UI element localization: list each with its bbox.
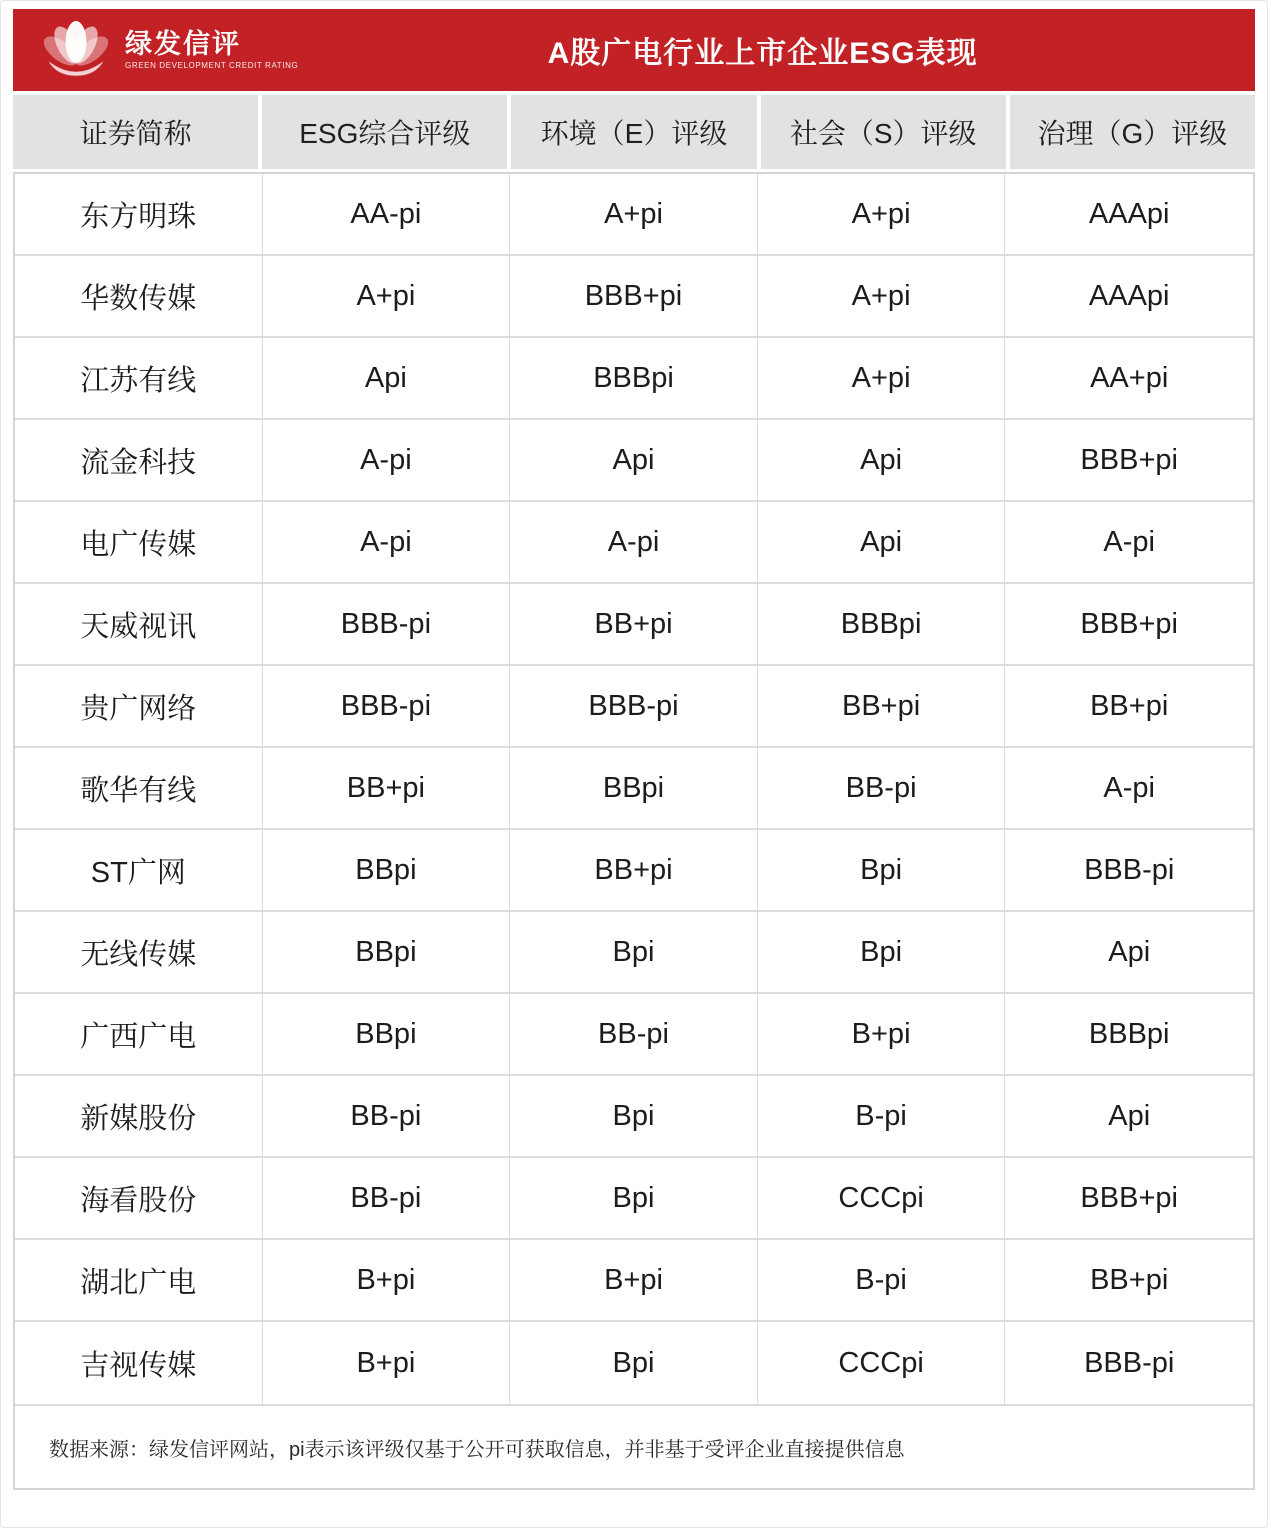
column-header-social: 社会（S）评级 xyxy=(761,95,1006,169)
company-name-cell: 流金科技 xyxy=(15,420,263,500)
environment-rating-cell: Api xyxy=(510,420,758,500)
governance-rating-cell: BBB+pi xyxy=(1080,443,1178,476)
environment-rating-cell: BB+pi xyxy=(510,830,758,910)
column-header-esg: ESG综合评级 xyxy=(262,95,507,169)
governance-rating-cell: BBB-pi xyxy=(1084,1346,1175,1379)
governance-rating-cell: BB+pi xyxy=(1090,689,1169,722)
social-rating-cell: A+pi xyxy=(758,338,1006,418)
social-rating-cell: A+pi xyxy=(758,174,1006,254)
esg-rating-cell: BB+pi xyxy=(263,748,511,828)
social-rating-cell: BBBpi xyxy=(758,584,1006,664)
company-name-cell: 贵广网络 xyxy=(15,666,263,746)
company-name-cell: 新媒股份 xyxy=(15,1076,263,1156)
company-name-cell: 吉视传媒 xyxy=(15,1322,263,1404)
company-name-cell: 华数传媒 xyxy=(15,256,263,336)
company-name-cell: 天威视讯 xyxy=(15,584,263,664)
esg-rating-cell: BBpi xyxy=(263,830,511,910)
title-banner xyxy=(13,9,1255,91)
environment-rating-cell: A+pi xyxy=(510,174,758,254)
column-header-environment: 环境（E）评级 xyxy=(511,95,756,169)
governance-rating-cell: AA+pi xyxy=(1090,361,1169,394)
social-rating-cell: Api xyxy=(758,420,1006,500)
social-rating-cell: Bpi xyxy=(758,830,1006,910)
environment-rating-cell: BBB+pi xyxy=(510,256,758,336)
environment-rating-cell: B+pi xyxy=(510,1240,758,1320)
table-outer xyxy=(13,172,1255,1490)
brand-text xyxy=(125,30,298,70)
governance-rating-cell: BBB-pi xyxy=(1084,853,1175,886)
governance-rating-cell: AAApi xyxy=(1088,279,1170,312)
governance-rating-cell: BB+pi xyxy=(1090,1263,1169,1296)
table-row xyxy=(15,830,1253,912)
brand-name: 绿发信评 xyxy=(125,28,241,59)
social-rating-cell: BB-pi xyxy=(758,748,1006,828)
esg-rating-cell: B+pi xyxy=(263,1240,511,1320)
brand-subtitle: GREEN DEVELOPMENT CREDIT RATING xyxy=(125,61,299,71)
esg-rating-cell: BB-pi xyxy=(263,1158,511,1238)
table-row xyxy=(15,420,1253,502)
table-row xyxy=(15,174,1253,256)
esg-rating-cell: A-pi xyxy=(263,502,511,582)
table-row xyxy=(15,584,1253,666)
esg-rating-cell: BBpi xyxy=(263,912,511,992)
esg-rating-cell: BBB-pi xyxy=(263,666,511,746)
table-row xyxy=(15,994,1253,1076)
environment-rating-cell: Bpi xyxy=(510,1322,758,1404)
esg-rating-cell: A+pi xyxy=(263,256,511,336)
social-rating-cell: A+pi xyxy=(758,256,1006,336)
company-name-cell: 东方明珠 xyxy=(15,174,263,254)
column-header-governance: 治理（G）评级 xyxy=(1010,95,1255,169)
column-header-security: 证券简称 xyxy=(13,95,258,169)
esg-rating-cell: Api xyxy=(263,338,511,418)
governance-rating-cell: BBBpi xyxy=(1088,1017,1170,1050)
esg-rating-cell: BBB-pi xyxy=(263,584,511,664)
environment-rating-cell: BB-pi xyxy=(510,994,758,1074)
table-row xyxy=(15,748,1253,830)
table-row xyxy=(15,1322,1253,1404)
environment-rating-cell: Bpi xyxy=(510,1158,758,1238)
page-title: A股广电行业上市企业ESG表现 xyxy=(547,37,978,70)
environment-rating-cell: Bpi xyxy=(510,1076,758,1156)
esg-rating-cell: BBpi xyxy=(263,994,511,1074)
environment-rating-cell: Bpi xyxy=(510,912,758,992)
esg-rating-cell: B+pi xyxy=(263,1322,511,1404)
table-row xyxy=(15,502,1253,584)
governance-rating-cell: AAApi xyxy=(1088,197,1170,230)
governance-rating-cell: BBB+pi xyxy=(1080,607,1178,640)
governance-rating-cell: Api xyxy=(1108,1099,1151,1132)
social-rating-cell: CCCpi xyxy=(758,1322,1006,1404)
governance-rating-cell: A-pi xyxy=(1103,771,1155,804)
social-rating-cell: B+pi xyxy=(758,994,1006,1074)
governance-rating-cell: A-pi xyxy=(1103,525,1155,558)
lotus-icon xyxy=(35,21,117,79)
table-header-row xyxy=(13,95,1255,169)
table-row xyxy=(15,666,1253,748)
social-rating-cell: Bpi xyxy=(758,912,1006,992)
table-row xyxy=(15,912,1253,994)
company-name-cell: 海看股份 xyxy=(15,1158,263,1238)
esg-rating-cell: AA-pi xyxy=(263,174,511,254)
brand-logo xyxy=(35,21,298,79)
governance-rating-cell: BBB+pi xyxy=(1080,1181,1178,1214)
environment-rating-cell: A-pi xyxy=(510,502,758,582)
social-rating-cell: BB+pi xyxy=(758,666,1006,746)
esg-rating-cell: BB-pi xyxy=(263,1076,511,1156)
social-rating-cell: B-pi xyxy=(758,1240,1006,1320)
table-row xyxy=(15,1158,1253,1240)
company-name-cell: 电广传媒 xyxy=(15,502,263,582)
environment-rating-cell: BBBpi xyxy=(510,338,758,418)
social-rating-cell: Api xyxy=(758,502,1006,582)
table-row xyxy=(15,1076,1253,1158)
environment-rating-cell: BBpi xyxy=(510,748,758,828)
company-name-cell: 无线传媒 xyxy=(15,912,263,992)
company-name-cell: 歌华有线 xyxy=(15,748,263,828)
table-row xyxy=(15,338,1253,420)
table-row xyxy=(15,1240,1253,1322)
source-note: 数据来源：绿发信评网站，pi表示该评级仅基于公开可获取信息，并非基于受评企业直接提供信息 xyxy=(15,1404,1253,1488)
esg-rating-cell: A-pi xyxy=(263,420,511,500)
table-body xyxy=(15,174,1253,1404)
company-name-cell: 广西广电 xyxy=(15,994,263,1074)
table-row xyxy=(15,256,1253,338)
company-name-cell: 湖北广电 xyxy=(15,1240,263,1320)
company-name-cell: ST广网 xyxy=(15,830,263,910)
environment-rating-cell: BB+pi xyxy=(510,584,758,664)
social-rating-cell: CCCpi xyxy=(758,1158,1006,1238)
company-name-cell: 江苏有线 xyxy=(15,338,263,418)
environment-rating-cell: BBB-pi xyxy=(510,666,758,746)
governance-rating-cell: Api xyxy=(1108,935,1151,968)
social-rating-cell: B-pi xyxy=(758,1076,1006,1156)
